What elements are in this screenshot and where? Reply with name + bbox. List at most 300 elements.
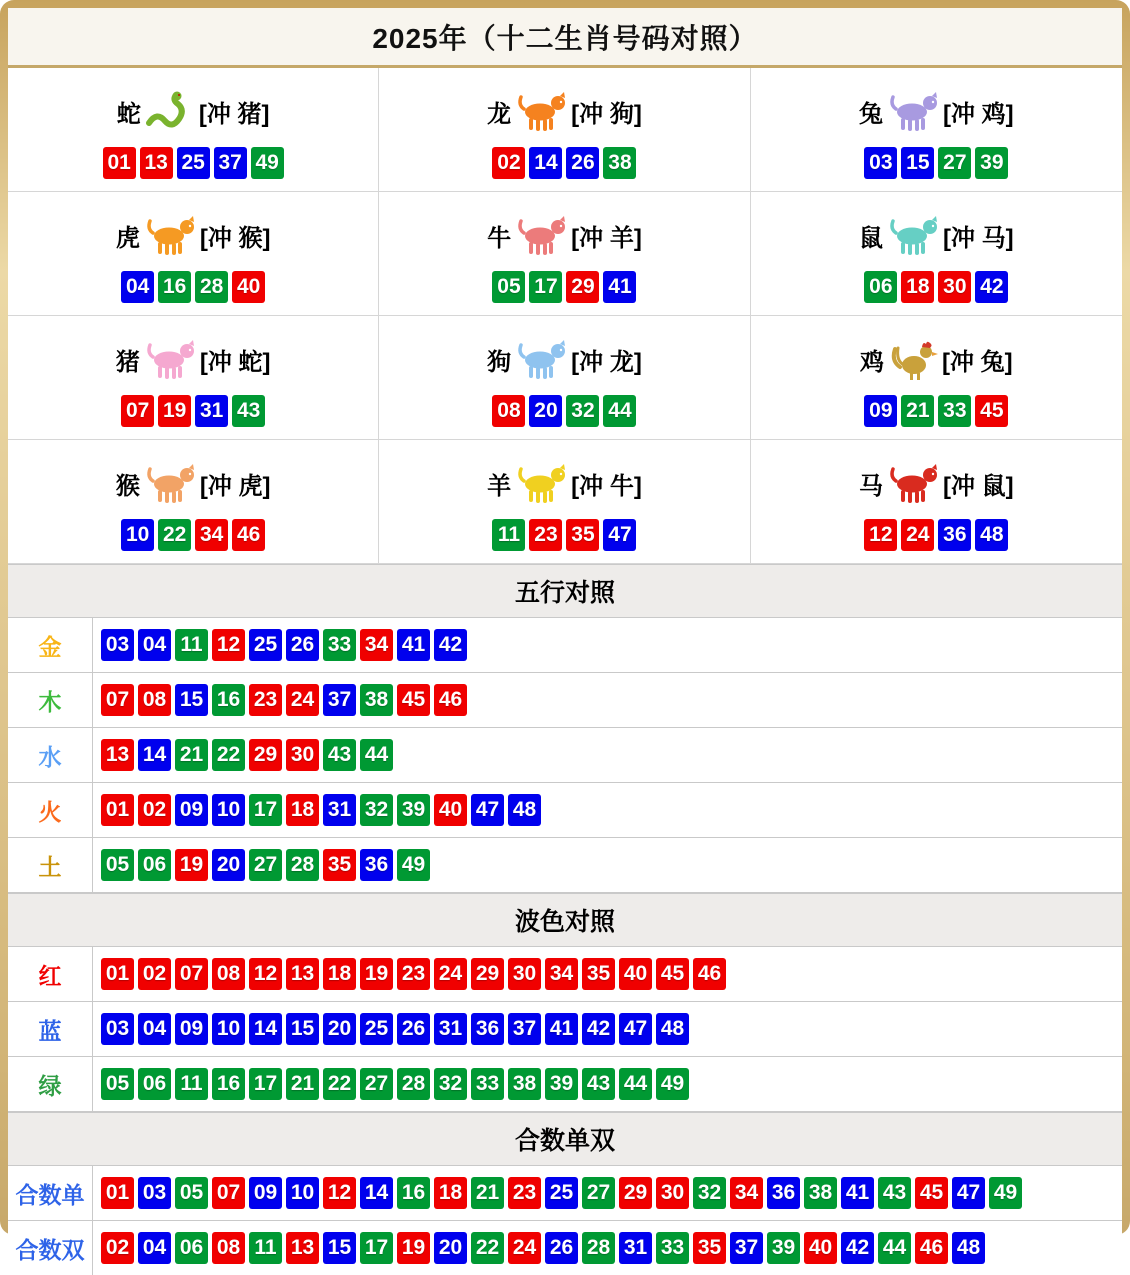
number-ball: 09 [864,395,897,427]
number-ball: 29 [471,958,504,990]
number-ball: 43 [878,1177,911,1209]
number-ball: 44 [619,1068,652,1100]
zodiac-clash-label: [冲 虎] [199,473,271,500]
number-ball: 49 [656,1068,689,1100]
data-row [8,1002,1122,1057]
zodiac-clash-label: [冲 马] [943,225,1014,252]
number-ball: 08 [212,1232,245,1264]
number-ball: 22 [323,1068,356,1100]
number-ball: 35 [323,849,356,881]
row-label: 土 [38,853,62,880]
zodiac-heading [487,81,642,143]
zodiac-heading [859,453,1014,515]
number-ball: 29 [249,739,282,771]
number-ball: 24 [901,519,934,551]
number-ball: 25 [177,147,210,179]
number-ball: 38 [508,1068,541,1100]
data-row [8,1166,1122,1221]
data-row [8,783,1122,838]
number-ball: 45 [397,684,430,716]
number-ball: 45 [915,1177,948,1209]
number-ball: 27 [582,1177,615,1209]
zodiac-cell-dragon [379,68,750,192]
zodiac-clash-label: [冲 牛] [571,473,642,500]
number-ball: 40 [434,794,467,826]
number-ball: 23 [529,519,562,551]
number-ball: 37 [214,147,247,179]
number-ball: 48 [508,794,541,826]
number-ball: 49 [397,849,430,881]
zodiac-heading [859,205,1014,267]
number-ball: 46 [693,958,726,990]
number-ball: 20 [434,1232,467,1264]
ox-icon [515,215,567,257]
row-label: 合数单 [15,1181,85,1208]
zodiac-number-row [490,395,638,427]
number-ball: 33 [323,629,356,661]
zodiac-name: 猴 [115,473,140,500]
number-ball: 27 [249,849,282,881]
number-ball: 26 [397,1013,430,1045]
zodiac-number-row [101,147,286,179]
number-ball: 03 [138,1177,171,1209]
number-ball: 25 [249,629,282,661]
zodiac-cell-ox [379,192,750,316]
number-ball: 38 [804,1177,837,1209]
number-ball: 40 [619,958,652,990]
zodiac-heading [860,329,1013,391]
number-ball: 40 [804,1232,837,1264]
data-row [8,947,1122,1002]
number-ball: 47 [471,794,504,826]
number-ball: 07 [175,958,208,990]
number-ball: 42 [434,629,467,661]
number-ball: 01 [103,147,136,179]
horse-icon [887,463,939,505]
number-ball: 13 [286,1232,319,1264]
number-ball: 35 [693,1232,726,1264]
page-title: 2025年（十二生肖号码对照） [8,8,1122,68]
number-ball: 49 [251,147,284,179]
zodiac-cell-rabbit [751,68,1122,192]
number-ball: 07 [101,684,134,716]
zodiac-cell-snake [8,68,379,192]
number-ball: 10 [286,1177,319,1209]
zodiac-name: 马 [859,473,883,500]
zodiac-clash-label: [冲 猴] [199,225,271,252]
number-ball: 14 [138,739,171,771]
number-ball: 19 [397,1232,430,1264]
row-number-list [92,673,1122,727]
zodiac-clash-label: [冲 狗] [571,101,642,128]
section-header: 合数单双 [8,1112,1122,1166]
number-ball: 19 [360,958,393,990]
number-ball: 21 [175,739,208,771]
zodiac-chart-card [8,8,1122,1263]
number-ball: 09 [249,1177,282,1209]
zodiac-number-row [490,147,638,179]
number-ball: 24 [434,958,467,990]
number-ball: 01 [101,1177,134,1209]
number-ball: 30 [938,271,971,303]
number-ball: 12 [212,629,245,661]
row-label: 火 [38,798,62,825]
data-row [8,1057,1122,1112]
row-label: 金 [38,633,62,660]
number-ball: 33 [938,395,971,427]
number-ball: 48 [656,1013,689,1045]
number-ball: 38 [360,684,393,716]
number-ball: 15 [175,684,208,716]
zodiac-name: 鸡 [860,349,884,376]
zodiac-number-row [119,395,267,427]
number-ball: 05 [175,1177,208,1209]
number-ball: 09 [175,1013,208,1045]
row-number-list [92,1057,1122,1111]
number-ball: 23 [249,684,282,716]
number-ball: 17 [360,1232,393,1264]
row-label: 蓝 [38,1017,62,1044]
number-ball: 18 [323,958,356,990]
row-label: 绿 [38,1072,62,1099]
number-ball: 22 [471,1232,504,1264]
number-ball: 26 [566,147,599,179]
number-ball: 18 [286,794,319,826]
number-ball: 03 [101,1013,134,1045]
number-ball: 37 [508,1013,541,1045]
number-ball: 05 [101,1068,134,1100]
zodiac-clash-label: [冲 鼠] [943,473,1014,500]
number-ball: 17 [249,1068,282,1100]
number-ball: 04 [138,629,171,661]
goat-icon [515,463,567,505]
zodiac-number-row [862,519,1010,551]
zodiac-heading [116,205,271,267]
number-ball: 30 [508,958,541,990]
number-ball: 43 [232,395,265,427]
rat-icon [887,215,939,257]
number-ball: 28 [286,849,319,881]
number-ball: 35 [566,519,599,551]
zodiac-cell-rat [751,192,1122,316]
zodiac-heading [116,453,271,515]
number-ball: 28 [195,271,228,303]
zodiac-name: 鼠 [859,225,883,252]
number-ball: 12 [864,519,897,551]
number-ball: 43 [323,739,356,771]
number-ball: 04 [138,1013,171,1045]
number-ball: 28 [397,1068,430,1100]
number-ball: 10 [212,794,245,826]
zodiac-cell-goat [379,440,750,564]
zodiac-cell-pig [8,316,379,440]
number-ball: 29 [566,271,599,303]
zodiac-grid [8,68,1122,564]
number-ball: 39 [767,1232,800,1264]
zodiac-number-row [119,519,267,551]
number-ball: 05 [492,271,525,303]
number-ball: 26 [286,629,319,661]
number-ball: 04 [138,1232,171,1264]
number-ball: 15 [286,1013,319,1045]
zodiac-heading [487,453,642,515]
number-ball: 25 [545,1177,578,1209]
zodiac-clash-label: [冲 鸡] [943,101,1014,128]
number-ball: 23 [508,1177,541,1209]
number-ball: 33 [471,1068,504,1100]
number-ball: 06 [138,849,171,881]
number-ball: 13 [286,958,319,990]
zodiac-number-row [490,271,638,303]
number-ball: 48 [952,1232,985,1264]
number-ball: 38 [603,147,636,179]
row-label: 水 [38,743,62,770]
number-ball: 12 [323,1177,356,1209]
zodiac-name: 猪 [115,349,140,376]
zodiac-clash-label: [冲 蛇] [199,349,271,376]
number-ball: 03 [864,147,897,179]
number-ball: 46 [434,684,467,716]
number-ball: 05 [101,849,134,881]
number-ball: 41 [397,629,430,661]
zodiac-number-row [490,519,638,551]
number-ball: 30 [656,1177,689,1209]
row-number-list [92,1166,1122,1220]
number-ball: 04 [121,271,154,303]
number-ball: 25 [360,1013,393,1045]
row-number-list [92,618,1122,672]
number-ball: 42 [841,1232,874,1264]
number-ball: 31 [195,395,228,427]
number-ball: 39 [545,1068,578,1100]
number-ball: 39 [975,147,1008,179]
number-ball: 10 [212,1013,245,1045]
rabbit-icon [887,91,939,133]
number-ball: 36 [938,519,971,551]
zodiac-heading [859,81,1014,143]
number-ball: 06 [138,1068,171,1100]
number-ball: 41 [545,1013,578,1045]
number-ball: 29 [619,1177,652,1209]
row-number-list [92,1002,1122,1056]
number-ball: 33 [656,1232,689,1264]
row-number-list [92,728,1122,782]
data-row [8,1221,1122,1275]
section-header: 五行对照 [8,564,1122,618]
number-ball: 13 [140,147,173,179]
number-ball: 18 [901,271,934,303]
snake-icon [145,91,195,133]
number-ball: 08 [212,958,245,990]
number-ball: 24 [508,1232,541,1264]
number-ball: 30 [286,739,319,771]
number-ball: 20 [529,395,562,427]
row-label: 红 [38,962,62,989]
zodiac-clash-label: [冲 龙] [571,349,642,376]
zodiac-number-row [862,147,1010,179]
number-ball: 11 [175,629,208,661]
number-ball: 32 [566,395,599,427]
pig-icon [144,339,196,381]
number-ball: 02 [492,147,525,179]
number-ball: 27 [360,1068,393,1100]
zodiac-clash-label: [冲 兔] [942,349,1013,376]
zodiac-heading [487,329,642,391]
number-ball: 32 [434,1068,467,1100]
number-ball: 37 [730,1232,763,1264]
number-ball: 02 [138,794,171,826]
zodiac-number-row [119,271,267,303]
number-ball: 43 [582,1068,615,1100]
sections-container [8,564,1122,1275]
row-label: 合数双 [15,1236,85,1263]
number-ball: 45 [656,958,689,990]
number-ball: 31 [619,1232,652,1264]
zodiac-cell-rooster [751,316,1122,440]
number-ball: 22 [212,739,245,771]
dragon-icon [515,91,567,133]
number-ball: 24 [286,684,319,716]
zodiac-cell-horse [751,440,1122,564]
number-ball: 34 [195,519,228,551]
number-ball: 36 [471,1013,504,1045]
number-ball: 15 [901,147,934,179]
number-ball: 14 [249,1013,282,1045]
number-ball: 20 [323,1013,356,1045]
number-ball: 02 [138,958,171,990]
dog-icon [515,339,567,381]
number-ball: 17 [529,271,562,303]
zodiac-name: 蛇 [116,101,141,128]
zodiac-name: 牛 [487,225,512,252]
number-ball: 16 [212,684,245,716]
number-ball: 03 [101,629,134,661]
zodiac-number-row [862,271,1010,303]
zodiac-cell-dog [379,316,750,440]
number-ball: 42 [975,271,1008,303]
zodiac-cell-monkey [8,440,379,564]
number-ball: 28 [582,1232,615,1264]
number-ball: 34 [545,958,578,990]
number-ball: 44 [360,739,393,771]
number-ball: 14 [529,147,562,179]
number-ball: 40 [232,271,265,303]
number-ball: 31 [323,794,356,826]
number-ball: 32 [693,1177,726,1209]
number-ball: 12 [249,958,282,990]
number-ball: 44 [603,395,636,427]
number-ball: 47 [619,1013,652,1045]
number-ball: 35 [582,958,615,990]
number-ball: 49 [989,1177,1022,1209]
section-header: 波色对照 [8,893,1122,947]
zodiac-name: 虎 [115,225,140,252]
data-row [8,673,1122,728]
row-label: 木 [38,688,62,715]
row-number-list [92,783,1122,837]
number-ball: 34 [360,629,393,661]
number-ball: 06 [175,1232,208,1264]
zodiac-name: 狗 [487,349,512,376]
number-ball: 10 [121,519,154,551]
number-ball: 11 [492,519,525,551]
number-ball: 41 [841,1177,874,1209]
number-ball: 21 [286,1068,319,1100]
zodiac-clash-label: [冲 羊] [571,225,642,252]
number-ball: 21 [471,1177,504,1209]
number-ball: 21 [901,395,934,427]
rooster-icon [888,339,938,381]
data-row [8,838,1122,893]
zodiac-name: 兔 [859,101,883,128]
number-ball: 23 [397,958,430,990]
number-ball: 09 [175,794,208,826]
number-ball: 13 [101,739,134,771]
zodiac-name: 龙 [487,101,512,128]
number-ball: 06 [864,271,897,303]
number-ball: 36 [767,1177,800,1209]
number-ball: 01 [101,958,134,990]
number-ball: 01 [101,794,134,826]
zodiac-cell-tiger [8,192,379,316]
number-ball: 45 [975,395,1008,427]
data-row [8,728,1122,783]
number-ball: 47 [952,1177,985,1209]
number-ball: 27 [938,147,971,179]
number-ball: 17 [249,794,282,826]
number-ball: 46 [915,1232,948,1264]
number-ball: 36 [360,849,393,881]
zodiac-heading [116,329,271,391]
number-ball: 41 [603,271,636,303]
number-ball: 48 [975,519,1008,551]
number-ball: 32 [360,794,393,826]
number-ball: 26 [545,1232,578,1264]
number-ball: 02 [101,1232,134,1264]
number-ball: 39 [397,794,430,826]
number-ball: 34 [730,1177,763,1209]
number-ball: 16 [397,1177,430,1209]
number-ball: 44 [878,1232,911,1264]
number-ball: 19 [158,395,191,427]
number-ball: 22 [158,519,191,551]
row-number-list [92,947,1122,1001]
row-number-list [92,838,1122,892]
row-number-list [92,1221,1122,1275]
number-ball: 08 [138,684,171,716]
number-ball: 47 [603,519,636,551]
data-row [8,618,1122,673]
zodiac-clash-label: [冲 猪] [198,101,270,128]
zodiac-name: 羊 [487,473,512,500]
number-ball: 08 [492,395,525,427]
number-ball: 14 [360,1177,393,1209]
tiger-icon [144,215,196,257]
number-ball: 11 [249,1232,282,1264]
zodiac-number-row [862,395,1010,427]
number-ball: 46 [232,519,265,551]
number-ball: 18 [434,1177,467,1209]
number-ball: 11 [175,1068,208,1100]
number-ball: 07 [212,1177,245,1209]
zodiac-heading [487,205,642,267]
monkey-icon [144,463,196,505]
number-ball: 37 [323,684,356,716]
number-ball: 16 [212,1068,245,1100]
number-ball: 15 [323,1232,356,1264]
number-ball: 19 [175,849,208,881]
number-ball: 42 [582,1013,615,1045]
